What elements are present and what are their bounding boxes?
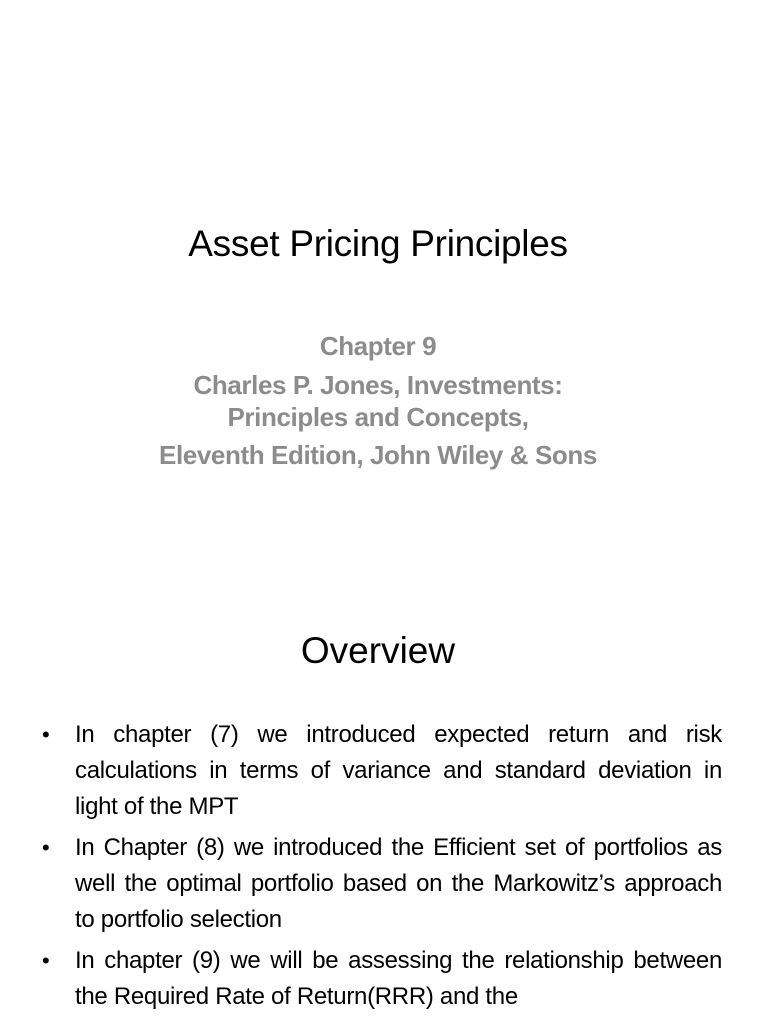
overview-title: Overview: [300, 630, 456, 671]
bullet-icon: •: [42, 722, 50, 747]
bullet-item: [42, 717, 722, 825]
bullet-text: In chapter (9) we will be assessing the relationship between the Required Rate of Return(RRR) and the: [75, 947, 722, 1010]
bullet-text: In Chapter (8) we introduced the Efficient set of portfolios as well the optimal portfolio based on the Markowitz’s approach to portfolio selection: [75, 834, 722, 933]
overview-slide: [0, 576, 768, 1024]
bullet-text: In chapter (7) we introduced expected return and risk calculations in terms of variance and standard deviation in light of the MPT: [75, 721, 722, 820]
subtitle-edition-publisher: Eleventh Edition, John Wiley & Sons: [159, 440, 597, 470]
subtitle-chapter: Chapter 9: [319, 331, 437, 361]
subtitle-book-title: Principles and Concepts,: [227, 402, 529, 432]
bullet-icon: •: [42, 948, 50, 973]
bullet-icon: •: [42, 835, 50, 860]
bullet-item: [42, 830, 722, 938]
subtitle-author: Charles P. Jones, Investments:: [193, 370, 563, 400]
slide-title: Asset Pricing Principles: [188, 223, 568, 264]
bullet-list: [42, 717, 722, 1020]
bullet-item: [42, 943, 722, 1015]
slide-subtitle: [0, 328, 756, 474]
